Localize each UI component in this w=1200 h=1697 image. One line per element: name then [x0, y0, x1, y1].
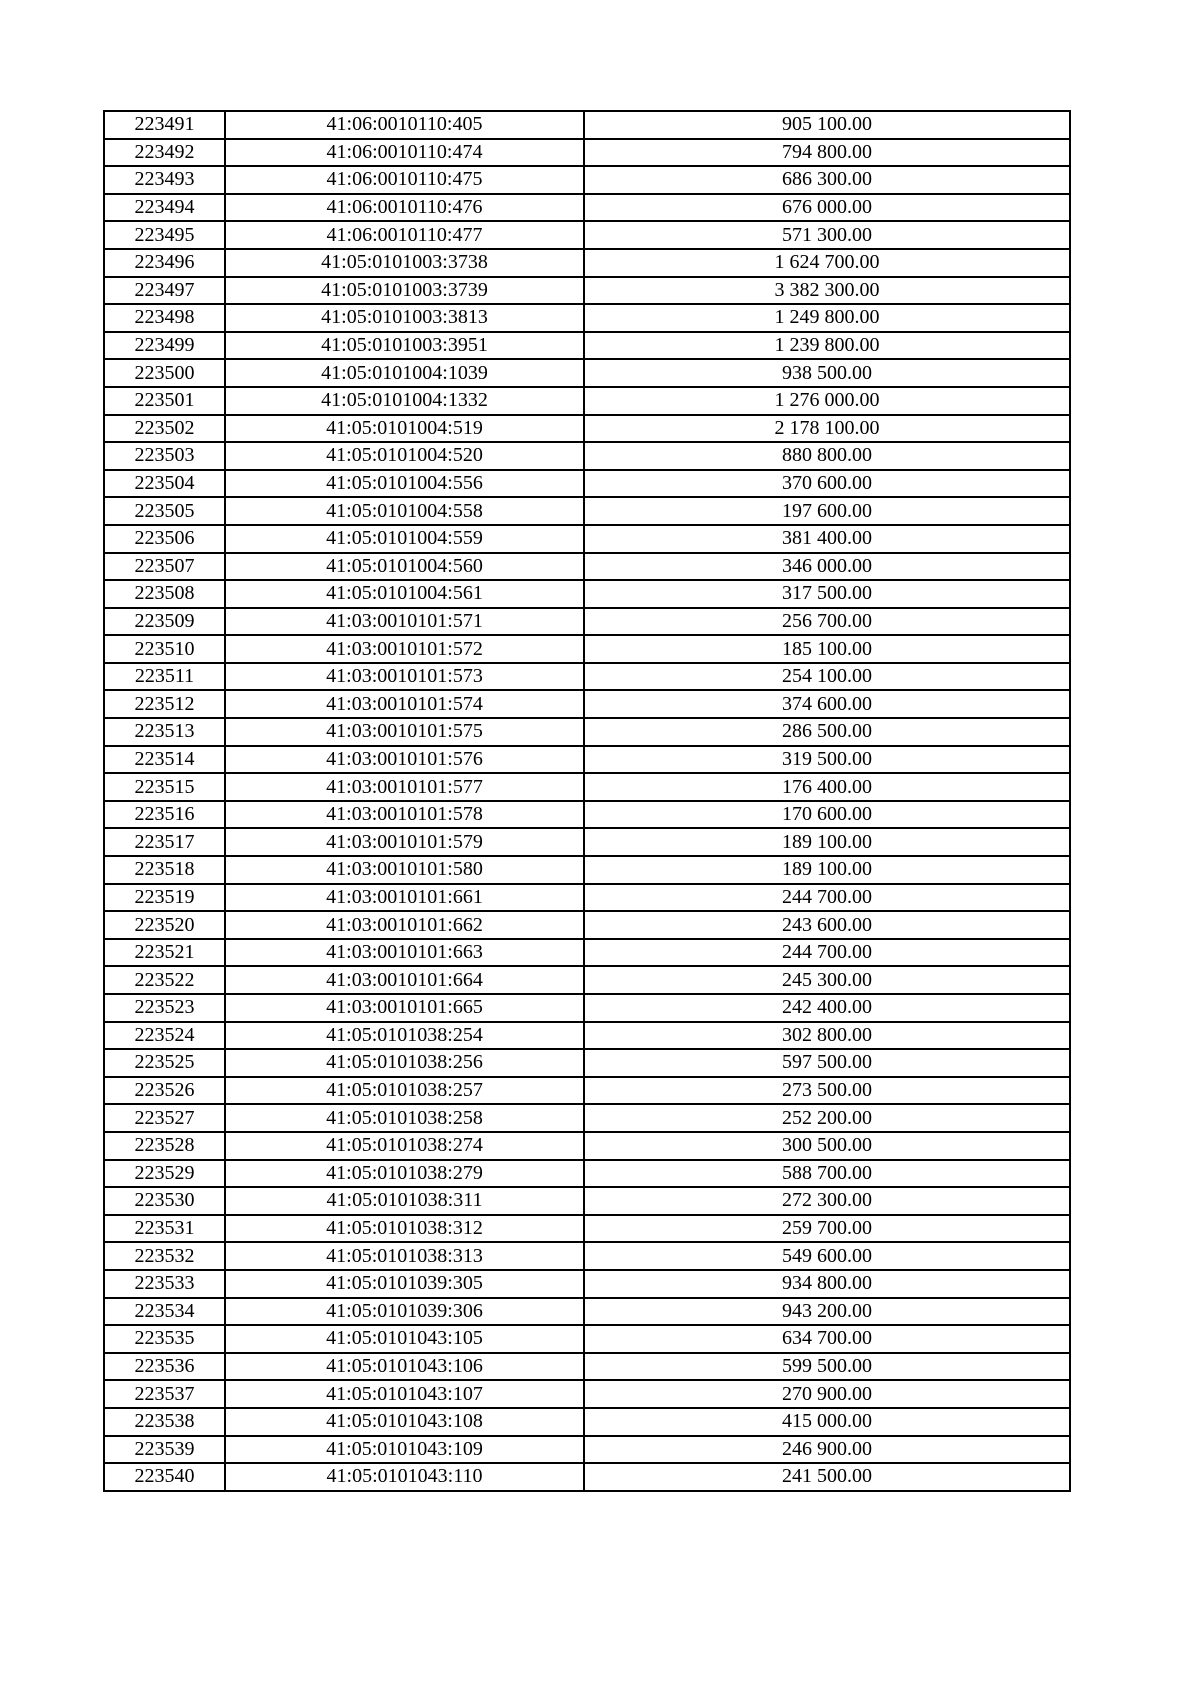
cadastral-value-cell: 185 100.00: [584, 635, 1070, 663]
table-row: [104, 497, 1070, 525]
cadastral-value-cell: 597 500.00: [584, 1049, 1070, 1077]
row-number-cell: 223524: [104, 1022, 225, 1050]
table-row: [104, 663, 1070, 691]
row-number-cell: 223498: [104, 304, 225, 332]
row-number-cell: 223511: [104, 663, 225, 691]
cadastral-number-cell: 41:05:0101003:3738: [225, 249, 584, 277]
table-row: [104, 1104, 1070, 1132]
table-row: [104, 1353, 1070, 1381]
table-row: [104, 221, 1070, 249]
table-body: [104, 111, 1070, 1491]
cadastral-value-cell: 370 600.00: [584, 470, 1070, 498]
row-number-cell: 223509: [104, 608, 225, 636]
cadastral-value-cell: 319 500.00: [584, 746, 1070, 774]
cadastral-value-cell: 242 400.00: [584, 994, 1070, 1022]
table-row: [104, 939, 1070, 967]
row-number-cell: 223523: [104, 994, 225, 1022]
cadastral-number-cell: 41:05:0101004:558: [225, 497, 584, 525]
row-number-cell: 223533: [104, 1270, 225, 1298]
row-number-cell: 223517: [104, 828, 225, 856]
row-number-cell: 223520: [104, 911, 225, 939]
cadastral-value-cell: 3 382 300.00: [584, 277, 1070, 305]
cadastral-value-cell: 317 500.00: [584, 580, 1070, 608]
table-row: [104, 277, 1070, 305]
row-number-cell: 223536: [104, 1353, 225, 1381]
table-row: [104, 1298, 1070, 1326]
cadastral-number-cell: 41:05:0101039:305: [225, 1270, 584, 1298]
cadastral-number-cell: 41:03:0010101:664: [225, 966, 584, 994]
cadastral-number-cell: 41:05:0101043:110: [225, 1463, 584, 1491]
row-number-cell: 223510: [104, 635, 225, 663]
row-number-cell: 223496: [104, 249, 225, 277]
cadastral-number-cell: 41:05:0101004:520: [225, 442, 584, 470]
table-row: [104, 1077, 1070, 1105]
row-number-cell: 223503: [104, 442, 225, 470]
cadastral-value-cell: 243 600.00: [584, 911, 1070, 939]
table-row: [104, 111, 1070, 139]
row-number-cell: 223528: [104, 1132, 225, 1160]
cadastral-number-cell: 41:05:0101003:3739: [225, 277, 584, 305]
cadastral-value-cell: 254 100.00: [584, 663, 1070, 691]
table-row: [104, 332, 1070, 360]
cadastral-value-cell: 244 700.00: [584, 939, 1070, 967]
cadastral-value-cell: 549 600.00: [584, 1242, 1070, 1270]
cadastral-value-cell: 244 700.00: [584, 884, 1070, 912]
cadastral-value-table: [103, 110, 1071, 1492]
cadastral-number-cell: 41:05:0101038:313: [225, 1242, 584, 1270]
cadastral-number-cell: 41:05:0101038:256: [225, 1049, 584, 1077]
cadastral-number-cell: 41:06:0010110:475: [225, 166, 584, 194]
row-number-cell: 223512: [104, 690, 225, 718]
table-row: [104, 856, 1070, 884]
table-row: [104, 1408, 1070, 1436]
cadastral-number-cell: 41:05:0101043:107: [225, 1380, 584, 1408]
cadastral-value-cell: 938 500.00: [584, 359, 1070, 387]
cadastral-number-cell: 41:05:0101004:1039: [225, 359, 584, 387]
table-row: [104, 1049, 1070, 1077]
cadastral-number-cell: 41:05:0101004:559: [225, 525, 584, 553]
table-row: [104, 415, 1070, 443]
cadastral-number-cell: 41:06:0010110:477: [225, 221, 584, 249]
cadastral-number-cell: 41:03:0010101:573: [225, 663, 584, 691]
cadastral-value-cell: 588 700.00: [584, 1160, 1070, 1188]
cadastral-value-cell: 2 178 100.00: [584, 415, 1070, 443]
row-number-cell: 223525: [104, 1049, 225, 1077]
cadastral-number-cell: 41:06:0010110:476: [225, 194, 584, 222]
row-number-cell: 223504: [104, 470, 225, 498]
cadastral-value-cell: 1 249 800.00: [584, 304, 1070, 332]
cadastral-value-cell: 252 200.00: [584, 1104, 1070, 1132]
table-row: [104, 1242, 1070, 1270]
cadastral-value-cell: 176 400.00: [584, 773, 1070, 801]
table-row: [104, 911, 1070, 939]
row-number-cell: 223502: [104, 415, 225, 443]
row-number-cell: 223508: [104, 580, 225, 608]
table-row: [104, 442, 1070, 470]
row-number-cell: 223492: [104, 139, 225, 167]
cadastral-value-cell: 300 500.00: [584, 1132, 1070, 1160]
table-row: [104, 884, 1070, 912]
cadastral-value-cell: 272 300.00: [584, 1187, 1070, 1215]
row-number-cell: 223538: [104, 1408, 225, 1436]
table-row: [104, 1132, 1070, 1160]
row-number-cell: 223495: [104, 221, 225, 249]
cadastral-value-cell: 1 239 800.00: [584, 332, 1070, 360]
cadastral-value-cell: 259 700.00: [584, 1215, 1070, 1243]
cadastral-value-cell: 686 300.00: [584, 166, 1070, 194]
cadastral-value-cell: 256 700.00: [584, 608, 1070, 636]
cadastral-number-cell: 41:03:0010101:662: [225, 911, 584, 939]
cadastral-number-cell: 41:05:0101003:3813: [225, 304, 584, 332]
cadastral-number-cell: 41:05:0101004:556: [225, 470, 584, 498]
table-row: [104, 1325, 1070, 1353]
table-row: [104, 470, 1070, 498]
table-row: [104, 1380, 1070, 1408]
table-row: [104, 994, 1070, 1022]
table-row: [104, 746, 1070, 774]
table-row: [104, 1463, 1070, 1491]
row-number-cell: 223506: [104, 525, 225, 553]
row-number-cell: 223537: [104, 1380, 225, 1408]
row-number-cell: 223505: [104, 497, 225, 525]
cadastral-number-cell: 41:05:0101038:257: [225, 1077, 584, 1105]
cadastral-number-cell: 41:03:0010101:580: [225, 856, 584, 884]
table-row: [104, 194, 1070, 222]
cadastral-number-cell: 41:03:0010101:575: [225, 718, 584, 746]
row-number-cell: 223500: [104, 359, 225, 387]
table-row: [104, 249, 1070, 277]
table-row: [104, 553, 1070, 581]
row-number-cell: 223532: [104, 1242, 225, 1270]
table-row: [104, 166, 1070, 194]
table-row: [104, 525, 1070, 553]
cadastral-number-cell: 41:03:0010101:579: [225, 828, 584, 856]
table-row: [104, 635, 1070, 663]
cadastral-number-cell: 41:05:0101038:274: [225, 1132, 584, 1160]
cadastral-number-cell: 41:05:0101043:108: [225, 1408, 584, 1436]
row-number-cell: 223507: [104, 553, 225, 581]
table-row: [104, 1187, 1070, 1215]
cadastral-number-cell: 41:05:0101043:109: [225, 1436, 584, 1464]
cadastral-value-cell: 245 300.00: [584, 966, 1070, 994]
table-row: [104, 608, 1070, 636]
row-number-cell: 223527: [104, 1104, 225, 1132]
cadastral-value-cell: 374 600.00: [584, 690, 1070, 718]
cadastral-number-cell: 41:05:0101039:306: [225, 1298, 584, 1326]
table-row: [104, 304, 1070, 332]
row-number-cell: 223534: [104, 1298, 225, 1326]
row-number-cell: 223530: [104, 1187, 225, 1215]
cadastral-value-cell: 197 600.00: [584, 497, 1070, 525]
row-number-cell: 223535: [104, 1325, 225, 1353]
cadastral-value-cell: 934 800.00: [584, 1270, 1070, 1298]
cadastral-number-cell: 41:05:0101004:561: [225, 580, 584, 608]
cadastral-value-cell: 241 500.00: [584, 1463, 1070, 1491]
cadastral-value-cell: 286 500.00: [584, 718, 1070, 746]
table-row: [104, 1215, 1070, 1243]
cadastral-value-cell: 905 100.00: [584, 111, 1070, 139]
cadastral-value-cell: 273 500.00: [584, 1077, 1070, 1105]
cadastral-value-cell: 270 900.00: [584, 1380, 1070, 1408]
cadastral-number-cell: 41:05:0101004:560: [225, 553, 584, 581]
cadastral-number-cell: 41:05:0101038:258: [225, 1104, 584, 1132]
cadastral-number-cell: 41:05:0101004:1332: [225, 387, 584, 415]
row-number-cell: 223518: [104, 856, 225, 884]
row-number-cell: 223501: [104, 387, 225, 415]
cadastral-number-cell: 41:03:0010101:661: [225, 884, 584, 912]
row-number-cell: 223519: [104, 884, 225, 912]
cadastral-number-cell: 41:03:0010101:574: [225, 690, 584, 718]
cadastral-number-cell: 41:05:0101038:279: [225, 1160, 584, 1188]
row-number-cell: 223493: [104, 166, 225, 194]
row-number-cell: 223526: [104, 1077, 225, 1105]
table-row: [104, 828, 1070, 856]
table-row: [104, 139, 1070, 167]
table-row: [104, 1270, 1070, 1298]
cadastral-value-cell: 170 600.00: [584, 801, 1070, 829]
table-row: [104, 773, 1070, 801]
cadastral-number-cell: 41:05:0101038:311: [225, 1187, 584, 1215]
row-number-cell: 223531: [104, 1215, 225, 1243]
cadastral-value-cell: 571 300.00: [584, 221, 1070, 249]
cadastral-value-cell: 189 100.00: [584, 828, 1070, 856]
cadastral-value-cell: 599 500.00: [584, 1353, 1070, 1381]
cadastral-number-cell: 41:03:0010101:665: [225, 994, 584, 1022]
row-number-cell: 223515: [104, 773, 225, 801]
cadastral-number-cell: 41:06:0010110:474: [225, 139, 584, 167]
cadastral-number-cell: 41:05:0101038:312: [225, 1215, 584, 1243]
row-number-cell: 223540: [104, 1463, 225, 1491]
table-row: [104, 1436, 1070, 1464]
table-row: [104, 359, 1070, 387]
cadastral-value-cell: 302 800.00: [584, 1022, 1070, 1050]
row-number-cell: 223513: [104, 718, 225, 746]
cadastral-value-cell: 634 700.00: [584, 1325, 1070, 1353]
cadastral-value-cell: 943 200.00: [584, 1298, 1070, 1326]
row-number-cell: 223494: [104, 194, 225, 222]
cadastral-value-cell: 415 000.00: [584, 1408, 1070, 1436]
cadastral-value-cell: 246 900.00: [584, 1436, 1070, 1464]
cadastral-value-cell: 676 000.00: [584, 194, 1070, 222]
table-row: [104, 966, 1070, 994]
table-row: [104, 1022, 1070, 1050]
row-number-cell: 223539: [104, 1436, 225, 1464]
row-number-cell: 223497: [104, 277, 225, 305]
cadastral-value-cell: 381 400.00: [584, 525, 1070, 553]
table-row: [104, 387, 1070, 415]
row-number-cell: 223516: [104, 801, 225, 829]
cadastral-number-cell: 41:03:0010101:663: [225, 939, 584, 967]
row-number-cell: 223499: [104, 332, 225, 360]
row-number-cell: 223522: [104, 966, 225, 994]
table-row: [104, 718, 1070, 746]
row-number-cell: 223529: [104, 1160, 225, 1188]
table-row: [104, 690, 1070, 718]
cadastral-number-cell: 41:03:0010101:572: [225, 635, 584, 663]
row-number-cell: 223521: [104, 939, 225, 967]
cadastral-number-cell: 41:03:0010101:578: [225, 801, 584, 829]
cadastral-number-cell: 41:05:0101003:3951: [225, 332, 584, 360]
table-row: [104, 580, 1070, 608]
cadastral-number-cell: 41:05:0101038:254: [225, 1022, 584, 1050]
cadastral-number-cell: 41:05:0101043:106: [225, 1353, 584, 1381]
cadastral-value-cell: 1 624 700.00: [584, 249, 1070, 277]
row-number-cell: 223514: [104, 746, 225, 774]
cadastral-number-cell: 41:03:0010101:576: [225, 746, 584, 774]
cadastral-value-cell: 346 000.00: [584, 553, 1070, 581]
table-row: [104, 1160, 1070, 1188]
cadastral-value-cell: 794 800.00: [584, 139, 1070, 167]
cadastral-number-cell: 41:05:0101004:519: [225, 415, 584, 443]
cadastral-number-cell: 41:05:0101043:105: [225, 1325, 584, 1353]
row-number-cell: 223491: [104, 111, 225, 139]
cadastral-value-cell: 880 800.00: [584, 442, 1070, 470]
cadastral-value-cell: 189 100.00: [584, 856, 1070, 884]
cadastral-number-cell: 41:06:0010110:405: [225, 111, 584, 139]
cadastral-value-cell: 1 276 000.00: [584, 387, 1070, 415]
cadastral-number-cell: 41:03:0010101:571: [225, 608, 584, 636]
cadastral-number-cell: 41:03:0010101:577: [225, 773, 584, 801]
table-row: [104, 801, 1070, 829]
